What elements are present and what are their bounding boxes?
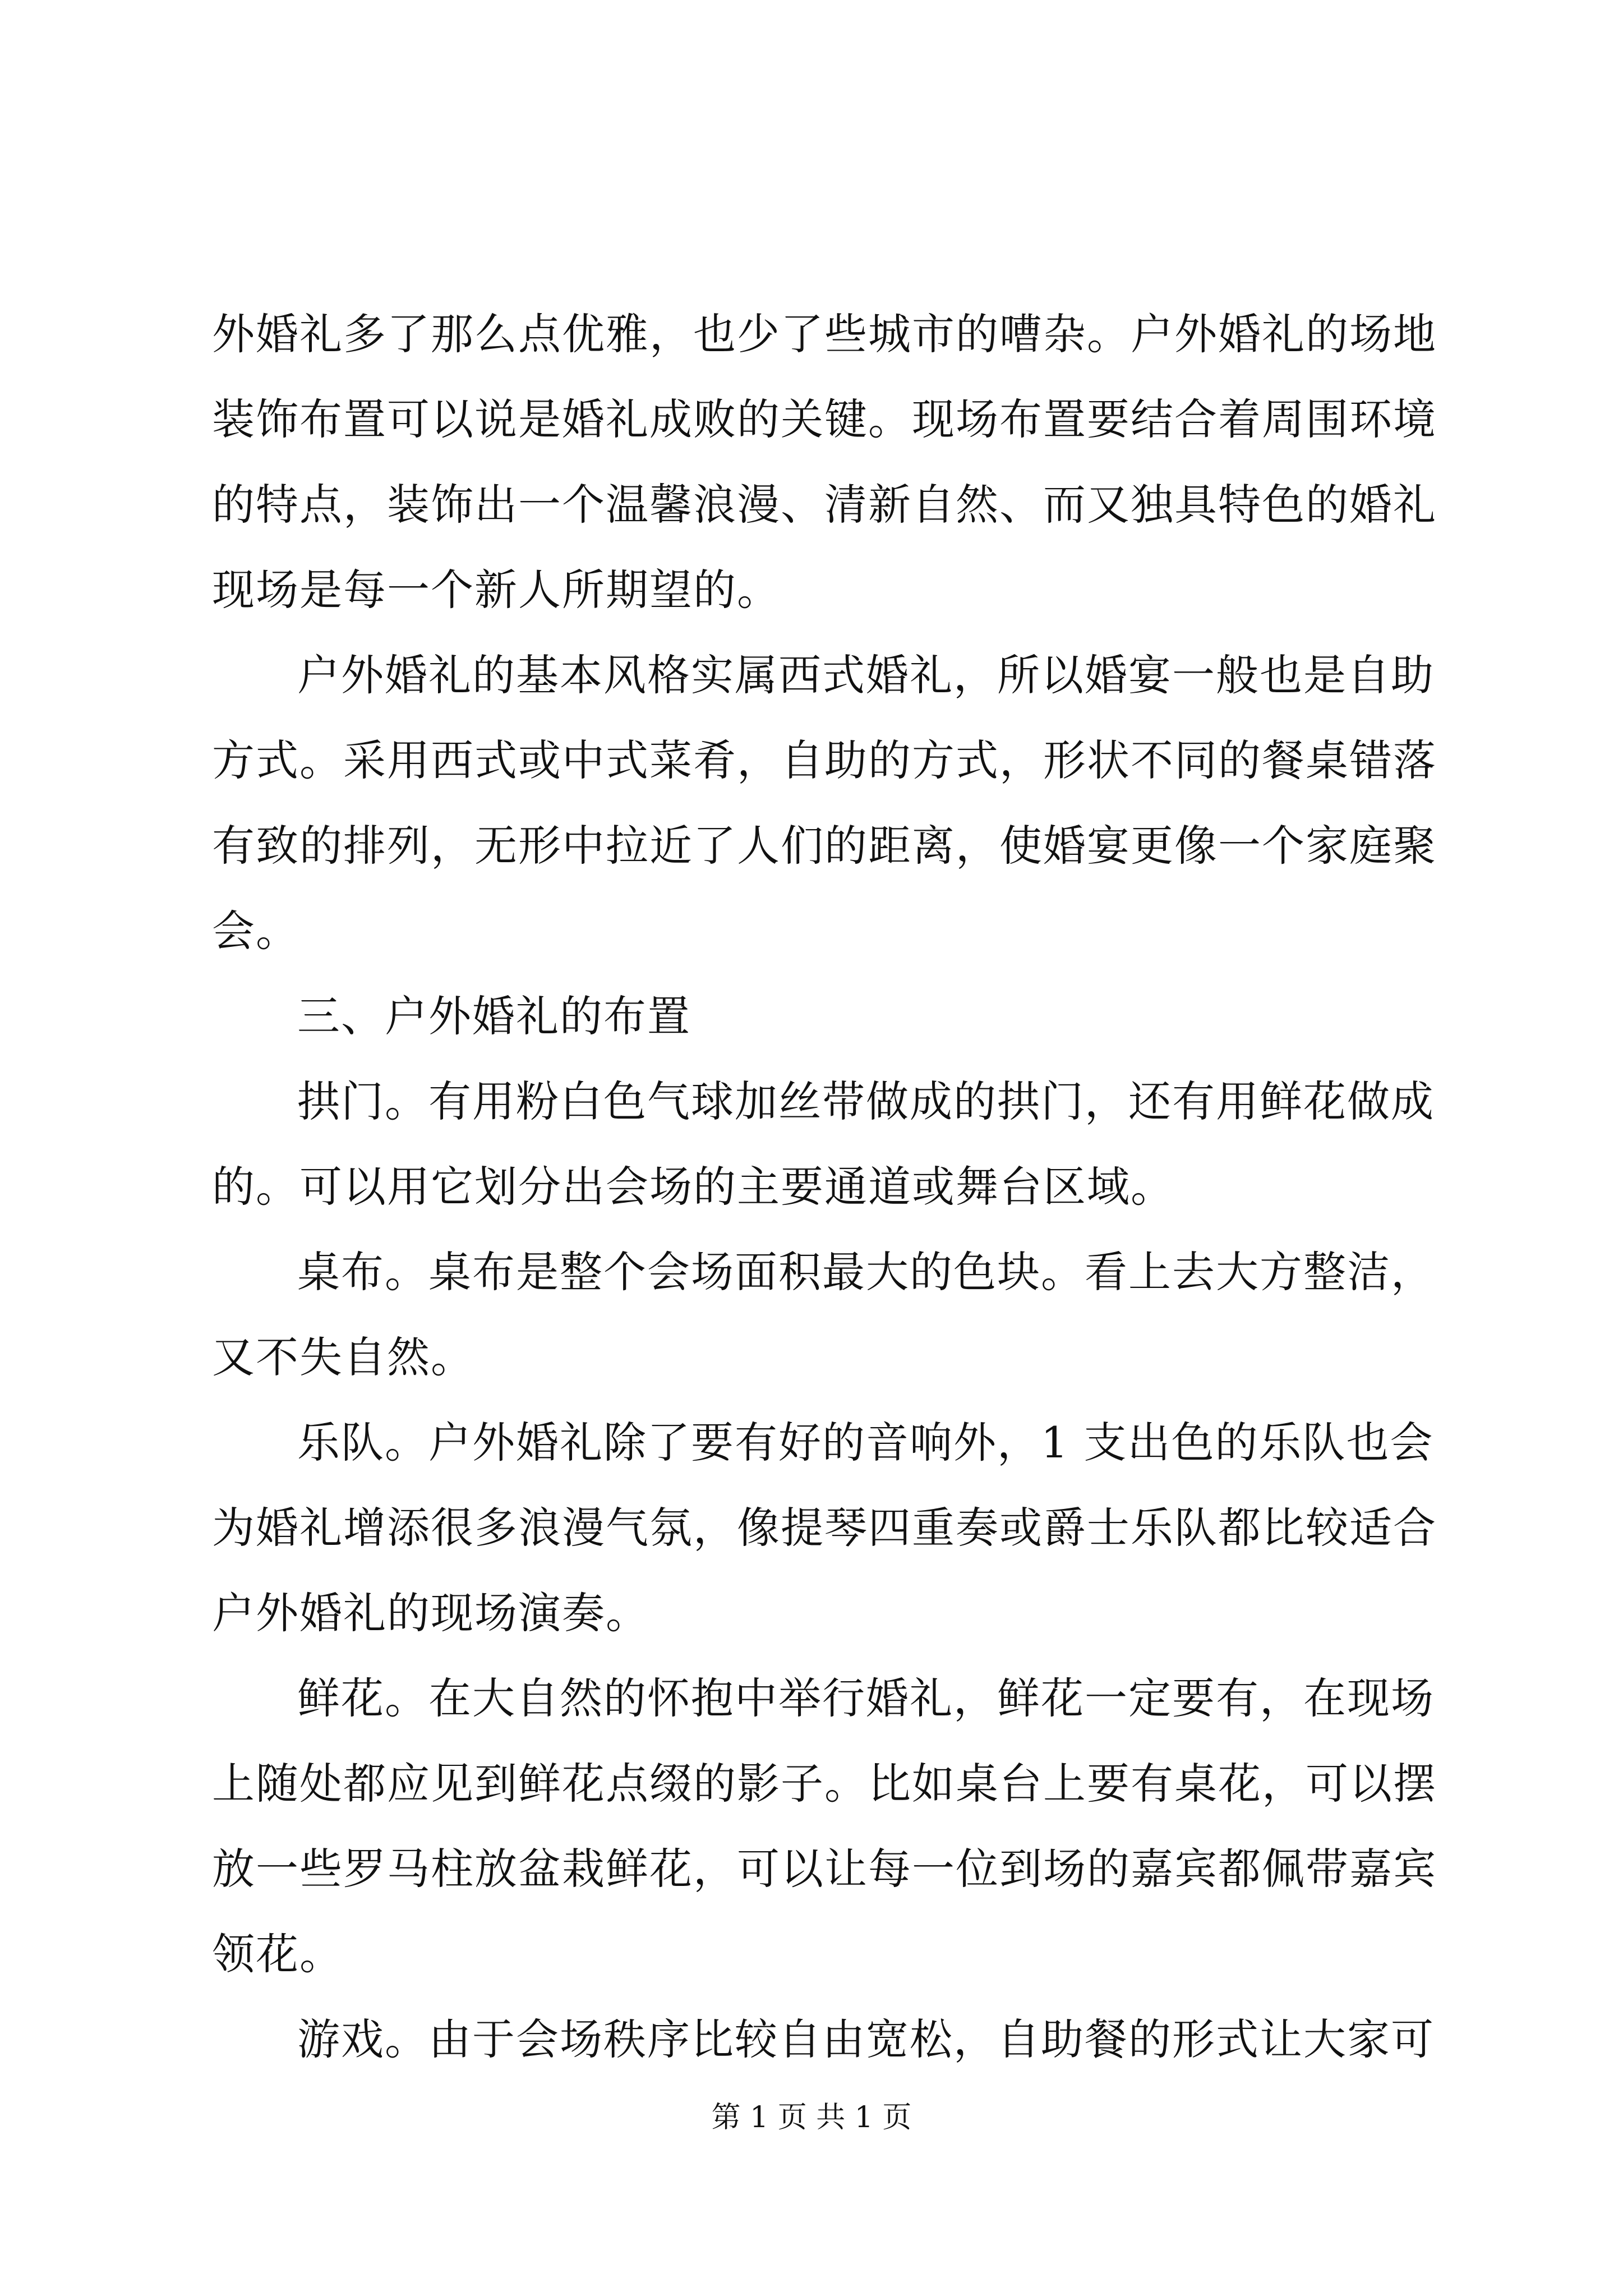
text-line: 的特点，装饰出一个温馨浪漫、清新自然、而又独具特色的婚礼 [212,480,1437,530]
paragraph-first-line: 乐队。户外婚礼除了要有好的音响外，1 支出色的乐队也会 [297,1418,1434,1467]
paragraph-first-line: 户外婚礼的基本风格实属西式婚礼，所以婚宴一般也是自助 [297,650,1435,700]
page-footer: 第 1 页 共 1 页 [711,2101,912,2134]
paragraph-first-line: 拱门。有用粉白色气球加丝带做成的拱门，还有用鲜花做成 [297,1076,1435,1126]
text-line: 外婚礼多了那么点优雅，也少了些城市的嘈杂。户外婚礼的场地 [212,309,1437,359]
text-line: 装饰布置可以说是婚礼成败的关键。现场布置要结合着周围环境 [212,394,1437,444]
text-line: 户外婚礼的现场演奏。 [212,1588,649,1638]
text-line: 方式。采用西式或中式菜肴，自助的方式，形状不同的餐桌错落 [212,735,1437,785]
text-line: 又不失自然。 [212,1332,474,1382]
text-line: 会。 [212,906,299,956]
text-line: 有致的排列，无形中拉近了人们的距离，使婚宴更像一个家庭聚 [212,821,1437,871]
text-line: 的。可以用它划分出会场的主要通道或舞台区域。 [212,1162,1174,1212]
document-body [212,292,1437,2082]
paragraph-first-line: 鲜花。在大自然的怀抱中举行婚礼，鲜花一定要有，在现场 [297,1673,1435,1723]
text-line: 领花。 [212,1929,343,1979]
text-line: 放一些罗马柱放盆栽鲜花，可以让每一位到场的嘉宾都佩带嘉宾 [212,1844,1437,1894]
text-line: 上随处都应见到鲜花点缀的影子。比如桌台上要有桌花，可以摆 [212,1759,1437,1809]
section-heading: 三、户外婚礼的布置 [297,991,691,1041]
text-line: 为婚礼增添很多浪漫气氛，像提琴四重奏或爵士乐队都比较适合 [212,1503,1437,1553]
paragraph-first-line: 桌布。桌布是整个会场面积最大的色块。看上去大方整洁， [297,1247,1435,1297]
paragraph-first-line: 游戏。由于会场秩序比较自由宽松，自助餐的形式让大家可 [297,2014,1435,2064]
text-line: 现场是每一个新人所期望的。 [212,565,781,615]
